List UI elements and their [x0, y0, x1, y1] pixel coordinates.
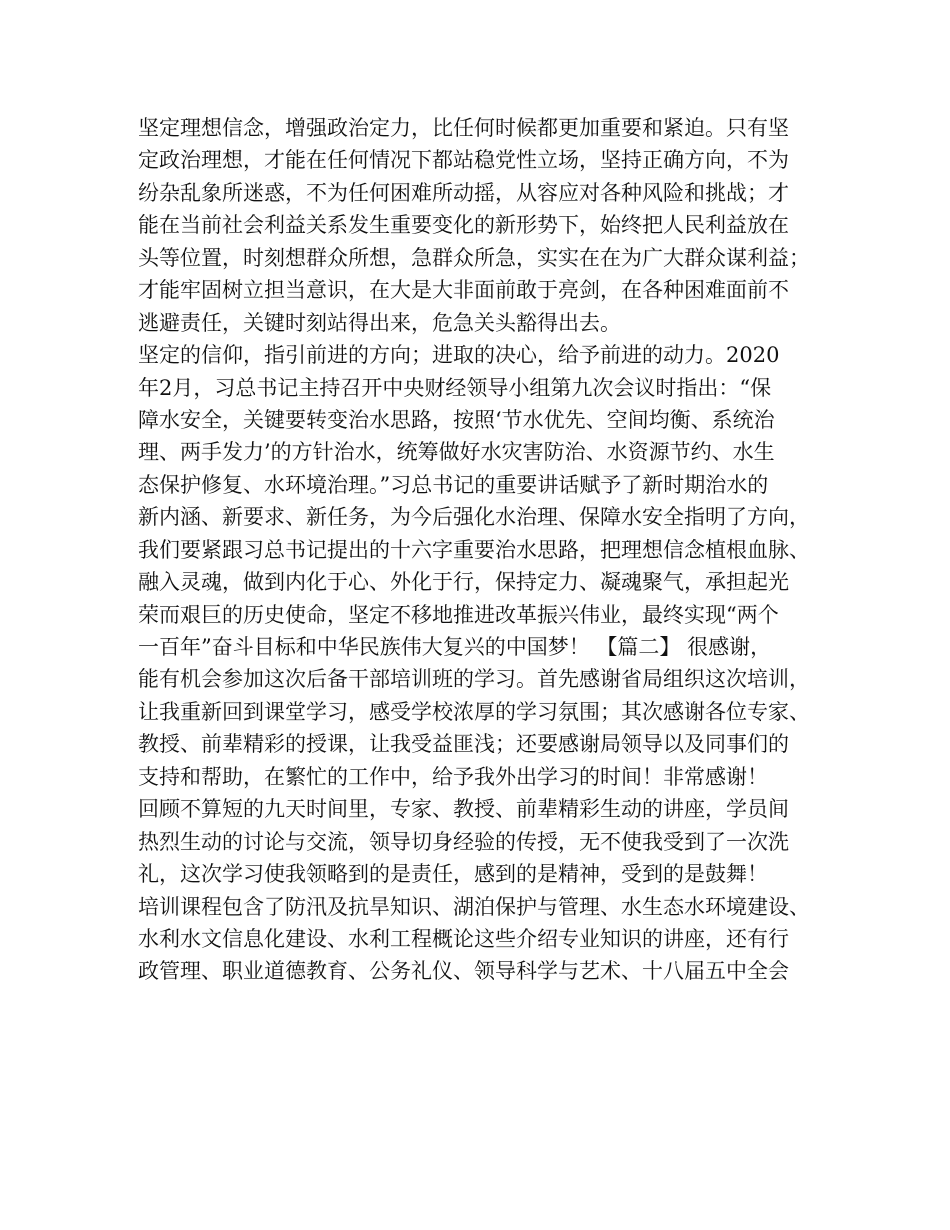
body-text: [138, 112, 828, 988]
text-line: 融入灵魂，做到内化于心、外化于行，保持定力、凝魂聚气，承担起光: [138, 570, 789, 595]
text-line: 回顾不算短的九天时间里，专家、教授、前辈精彩生动的讲座，学员间: [138, 797, 789, 822]
text-line: 政管理、职业道德教育、公务礼仪、领导科学与艺术、十八届五中全会: [138, 959, 789, 984]
text-line: 定政治理想，才能在任何情况下都站稳党性立场，坚持正确方向，不为: [138, 148, 789, 173]
text-line: 礼，这次学习使我领略到的是责任，感到的是精神，受到的是鼓舞！: [138, 862, 768, 887]
text-line: 新内涵、新要求、新任务，为今后强化水治理、保障水安全指明了方向，: [138, 505, 810, 530]
text-line: 障水安全，关键要转变治水思路，按照‘节水优先、空间均衡、系统治: [138, 407, 775, 432]
text-line: 才能牢固树立担当意识，在大是大非面前敢于亮剑，在各种困难面前不: [138, 278, 789, 303]
text-line: 我们要紧跟习总书记提出的十六字重要治水思路，把理想信念植根血脉、: [138, 537, 810, 562]
text-line: 头等位置，时刻想群众所想，急群众所急，实实在在为广大群众谋利益；: [138, 245, 810, 270]
text-line: 逃避责任，关键时刻站得出来，危急关头豁得出去。: [138, 310, 621, 335]
text-line: 一百年”奋斗目标和中华民族伟大复兴的中国梦！ 【篇二】 很感谢，: [138, 635, 772, 659]
text-line: 支持和帮助，在繁忙的工作中，给予我外出学习的时间！非常感谢！: [138, 764, 768, 789]
text-line: 态保护修复、水环境治理。”习总书记的重要讲话赋予了新时期治水的: [138, 472, 769, 497]
text-line: 培训课程包含了防汛及抗旱知识、湖泊保护与管理、水生态水环境建设、: [138, 894, 810, 919]
text-line: 能有机会参加这次后备干部培训班的学习。首先感谢省局组织这次培训，: [138, 667, 810, 692]
text-line: 坚定的信仰，指引前进的方向；进取的决心，给予前进的动力。2020: [138, 343, 780, 368]
text-line: 热烈生动的讨论与交流，领导切身经验的传授，无不使我受到了一次洗: [138, 829, 789, 854]
text-line: 水利水文信息化建设、水利工程概论这些介绍专业知识的讲座，还有行: [138, 926, 789, 951]
text-line: 让我重新回到课堂学习，感受学校浓厚的学习氛围；其次感谢各位专家、: [138, 699, 810, 724]
text-line: 理、两手发力’的方针治水，统筹做好水灾害防治、水资源节约、水生: [138, 440, 775, 465]
text-line: 纷杂乱象所迷惑，不为任何困难所动摇，从容应对各种风险和挑战；才: [138, 180, 789, 205]
text-line: 能在当前社会利益关系发生重要变化的新形势下，始终把人民利益放在: [138, 213, 789, 238]
text-line: 荣而艰巨的历史使命，坚定不移地推进改革振兴伟业，最终实现“两个: [138, 602, 779, 627]
text-line: 年2月，习总书记主持召开中央财经领导小组第九次会议时指出：“保: [138, 375, 772, 400]
text-line: 教授、前辈精彩的授课，让我受益匪浅；还要感谢局领导以及同事们的: [138, 732, 789, 757]
text-line: 坚定理想信念，增强政治定力，比任何时候都更加重要和紧迫。只有坚: [138, 116, 789, 140]
